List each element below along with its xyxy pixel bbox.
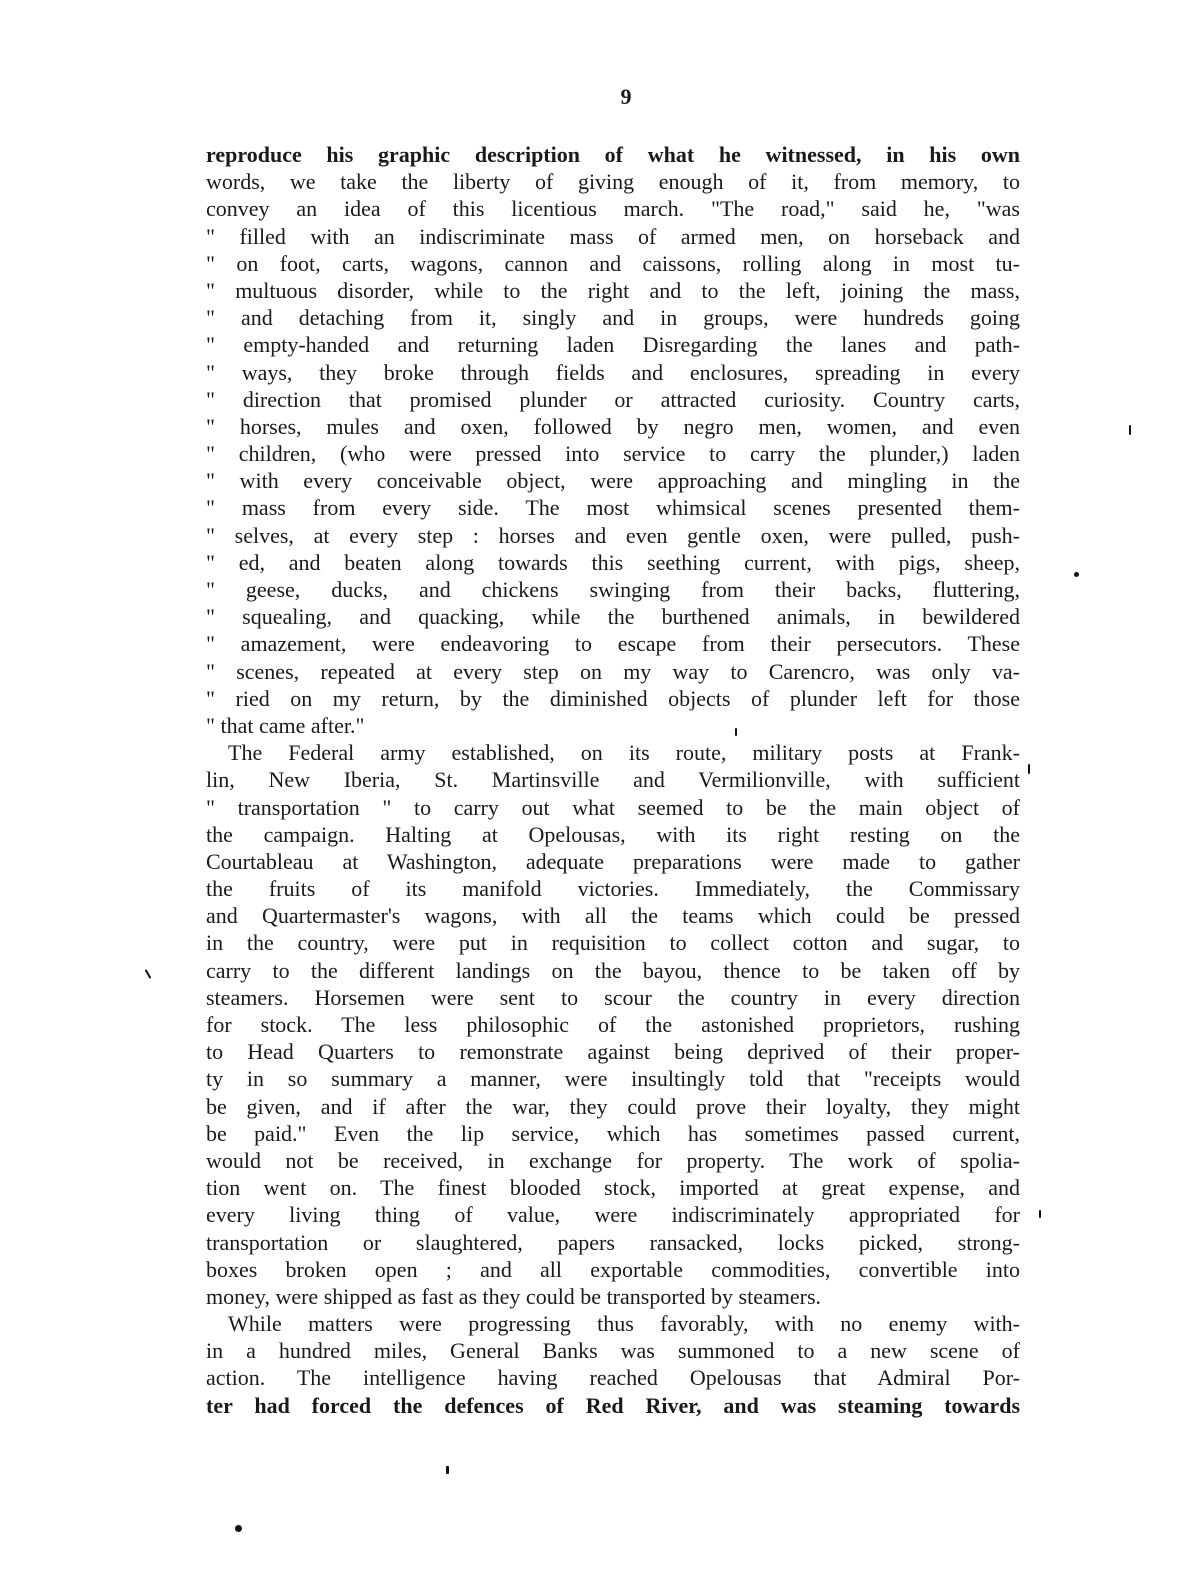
text-line: the campaign. Halting at Opelousas, with its right resting on the [206, 821, 1020, 847]
scan-speck [1028, 764, 1030, 774]
text-line: " selves, at every step : horses and even gentle oxen, were pulled, push- [206, 522, 1020, 548]
scan-speck [735, 728, 737, 736]
text-line: " ways, they broke through fields and enclosures, spreading in every [206, 359, 1020, 385]
text-line: tion went on. The finest blooded stock, imported at great expense, and [206, 1175, 1020, 1201]
text-line: " scenes, repeated at every step on my way to Carencro, was only va- [206, 658, 1020, 684]
text-line: be paid." Even the lip service, which has sometimes passed current, [206, 1120, 1020, 1146]
text-line: ter had forced the defences of Red River, and was steaming towards [206, 1392, 1020, 1418]
scan-speck [1129, 425, 1131, 435]
text-line: " ed, and beaten along towards this seething current, with pigs, sheep, [206, 549, 1020, 575]
text-line: " and detaching from it, singly and in groups, were hundreds going [206, 305, 1020, 331]
text-line: " mass from every side. The most whimsical scenes presented them- [206, 495, 1020, 521]
text-line: reproduce his graphic description of what he witnessed, in his own [206, 142, 1020, 167]
text-line: " that came after." [206, 712, 365, 738]
scan-speck [1074, 572, 1079, 577]
text-line: and Quartermaster's wagons, with all the teams which could be pressed [206, 903, 1020, 929]
text-line: to Head Quarters to remonstrate against being deprived of their proper- [206, 1039, 1020, 1065]
text-line: While matters were progressing thus favorably, with no enemy with- [228, 1311, 1020, 1337]
text-line: " empty-handed and returning laden Disregarding the lanes and path- [206, 332, 1020, 358]
scan-speck [145, 969, 152, 979]
text-line: " ried on my return, by the diminished objects of plunder left for those [206, 685, 1020, 711]
text-line: for stock. The less philosophic of the astonished proprietors, rushing [206, 1012, 1020, 1037]
text-line: " transportation " to carry out what seemed to be the main object of [206, 794, 1020, 820]
text-line: " children, (who were pressed into service to carry the plunder,) laden [206, 441, 1020, 467]
scan-speck [446, 1466, 449, 1474]
text-line: " on foot, carts, wagons, cannon and caissons, rolling along in most tu- [206, 250, 1020, 276]
text-line: " amazement, were endeavoring to escape from their persecutors. These [206, 631, 1020, 657]
text-line: in the country, were put in requisition to collect cotton and sugar, to [206, 930, 1020, 956]
text-line: would not be received, in exchange for property. The work of spolia- [206, 1147, 1020, 1173]
text-line: the fruits of its manifold victories. Immediately, the Commissary [206, 876, 1020, 902]
text-line: money, were shipped as fast as they could be transported by steamers. [206, 1283, 822, 1309]
text-line: " geese, ducks, and chickens swinging from their backs, fluttering, [206, 577, 1020, 602]
text-line: " direction that promised plunder or attracted curiosity. Country carts, [206, 386, 1020, 412]
text-line: " filled with an indiscriminate mass of armed men, on horseback and [206, 223, 1020, 249]
text-line: " with every conceivable object, were approaching and mingling in the [206, 468, 1020, 494]
page-number: 9 [620, 84, 632, 109]
text-line: be given, and if after the war, they could prove their loyalty, they might [206, 1093, 1020, 1119]
text-line: every living thing of value, were indiscriminately appropriated for [206, 1202, 1020, 1228]
text-line: ty in so summary a manner, were insultingly told that "receipts would [206, 1066, 1020, 1092]
text-line: " multuous disorder, while to the right and to the left, joining the mass, [206, 277, 1020, 303]
text-line: " squealing, and quacking, while the burthened animals, in bewildered [206, 604, 1020, 630]
text-line: The Federal army established, on its route, military posts at Frank- [228, 740, 1020, 766]
text-line: " horses, mules and oxen, followed by negro men, women, and even [206, 413, 1020, 439]
scan-speck [1039, 1210, 1041, 1218]
text-line: steamers. Horsemen were sent to scour the country in every direction [206, 984, 1020, 1010]
text-line: words, we take the liberty of giving enough of it, from memory, to [206, 169, 1020, 195]
text-line: Courtableau at Washington, adequate preparations were made to gather [206, 848, 1020, 874]
scan-speck [235, 1525, 242, 1532]
text-line: carry to the different landings on the bayou, thence to be taken off by [206, 957, 1020, 983]
text-line: lin, New Iberia, St. Martinsville and Vermilionville, with sufficient [206, 767, 1020, 793]
body-text [206, 141, 1020, 1419]
text-line: boxes broken open ; and all exportable commodities, convertible into [206, 1256, 1020, 1282]
text-line: in a hundred miles, General Banks was summoned to a new scene of [206, 1338, 1020, 1364]
text-line: transportation or slaughtered, papers ransacked, locks picked, strong- [206, 1229, 1020, 1255]
text-line: action. The intelligence having reached Opelousas that Admiral Por- [206, 1365, 1020, 1391]
text-line: convey an idea of this licentious march. "The road," said he, "was [206, 196, 1020, 222]
